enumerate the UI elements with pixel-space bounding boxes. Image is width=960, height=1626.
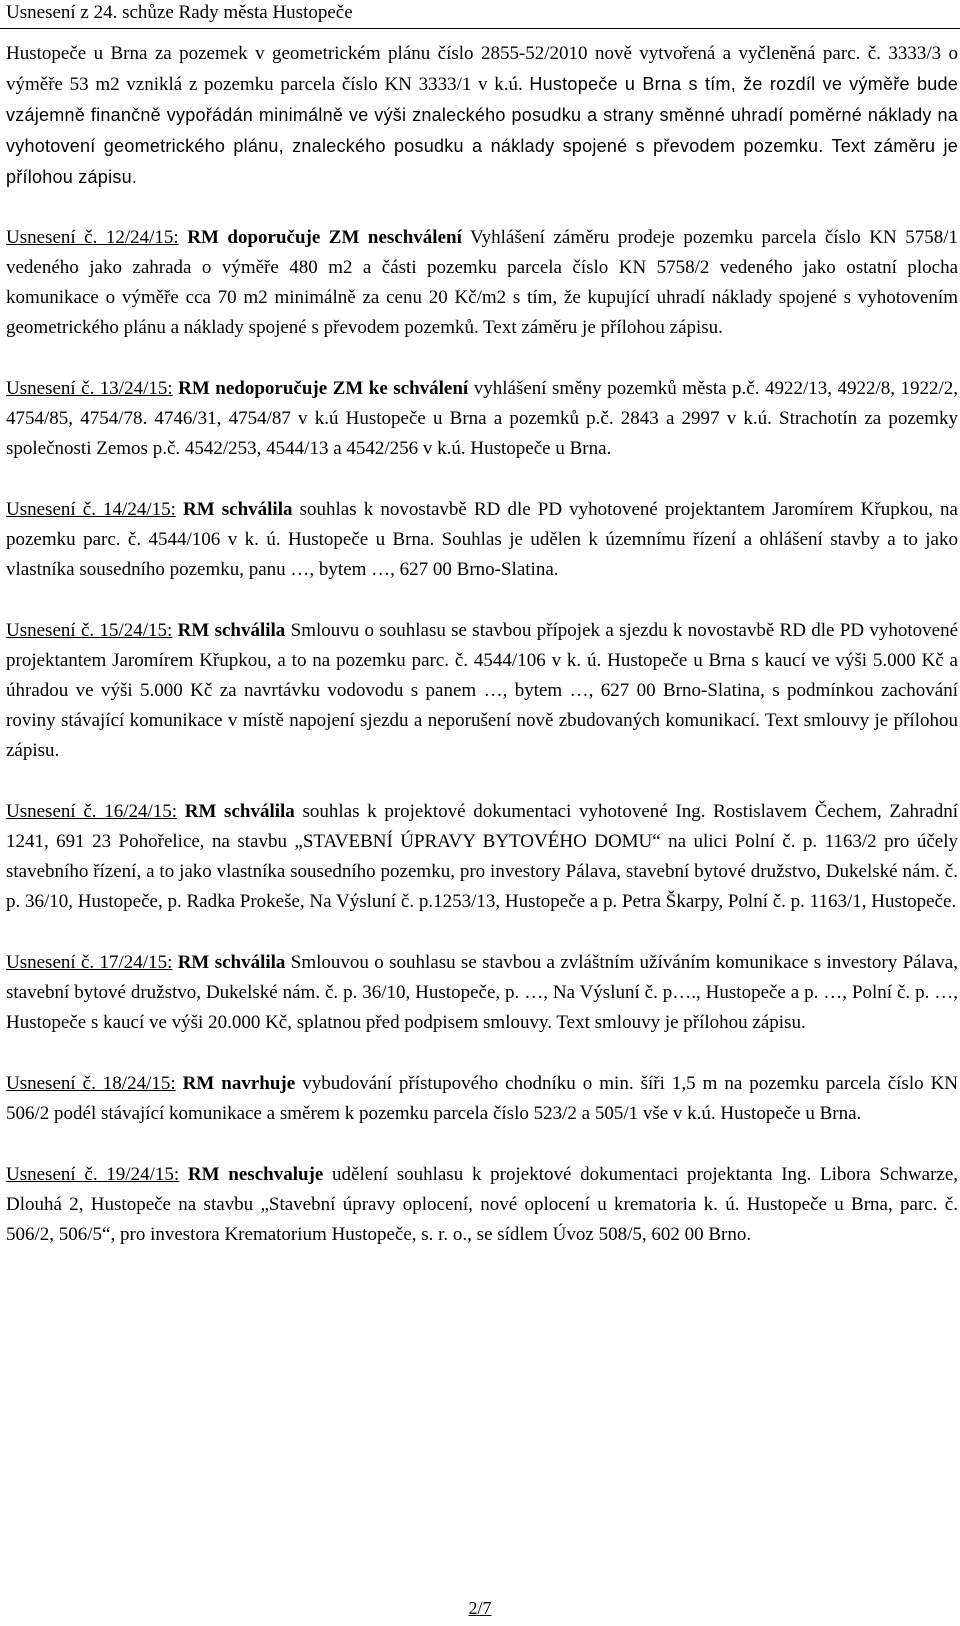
resolution-text: Smlouvu o souhlasu se stavbou přípojek a sjezdu k novostavbě RD dle PD vyhotovené projektantem Jaromírem Křupkou, a to na pozemku parc. č. 4544/106 v k. ú. Hustopeče u Brna s kaucí ve výši 5.000 Kč a úhradou ve výši 5.000 Kč za navrtávku vodovodu s panem …, bytem …, 627 00 Brno-Slatina, s podmínkou zachování roviny stávající komunikace v místě napojení sjezdu a neporušení nově zbudovaných komunikací. Text smlouvy je přílohou zápisu.	[6, 620, 959, 761]
intro-text-sans: Hustopeče u Brna s tím, že rozdíl ve výměře bude vzájemně finančně vypořádán minimálně ve výši znaleckého posudku a strany směnné uhradí poměrné náklady na vyhotovení geometrického plánu, znaleckého posudku a náklady spojené s převodem pozemku. Text záměru je přílohou zápisu.	[6, 74, 959, 187]
resolution-label: Usnesení č. 13/24/15:	[6, 378, 173, 399]
document-header: Usnesení z 24. schůze Rady města Hustopeče	[6, 2, 353, 23]
resolution-label: Usnesení č. 15/24/15:	[6, 620, 173, 641]
intro-paragraph	[6, 39, 958, 193]
resolution-text: Smlouvou o souhlasu se stavbou a zvláštním užíváním komunikace s investory Pálava, stavební bytové družstvo, Dukelské nám. č. p. 36/10, Hustopeče, p. …, Na Výsluní č. p…., Hustopeče a p. …, Polní č. p. …, Hustopeče s kaucí ve výši 20.000 Kč, splatnou před podpisem smlouvy. Text smlouvy je přílohou zápisu.	[6, 952, 958, 1033]
resolution-text: vybudování přístupového chodníku o min. šíři 1,5 m na pozemku parcela číslo KN 506/2 podél stávající komunikace a směrem k pozemku parcela číslo 523/2 a 505/1 vše v k.ú. Hustopeče u Brna.	[6, 1073, 959, 1124]
resolution-label: Usnesení č. 16/24/15:	[6, 801, 178, 822]
resolution-label: Usnesení č. 12/24/15:	[6, 227, 179, 248]
resolution-label: Usnesení č. 18/24/15:	[6, 1073, 176, 1094]
resolution-text: souhlas k projektové dokumentaci vyhotovené Ing. Rostislavem Čechem, Zahradní 1241, 691 23 Pohořelice, na stavbu „STAVEBNÍ ÚPRAVY BYTOVÉHO DOMU“ na ulici Polní č. p. 1163/2 pro účely stavebního řízení, a to jako vlastníka sousedního pozemku, pro investory Pálava, stavební bytové družstvo, Dukelské nám. č. p. 36/10, Hustopeče, p. Radka Prokeše, Na Výsluní č. p.1253/13, Hustopeče a p. Petra Škarpy, Polní č. p. 1163/1, Hustopeče.	[6, 801, 959, 912]
resolution-14	[6, 495, 958, 585]
resolution-action: RM schválila	[177, 952, 286, 973]
resolution-label: Usnesení č. 14/24/15:	[6, 499, 176, 520]
resolution-action: RM neschvaluje	[187, 1164, 324, 1185]
document-body	[6, 39, 958, 1281]
resolution-label: Usnesení č. 19/24/15:	[6, 1164, 180, 1185]
resolution-text: vyhlášení směny pozemků města p.č. 4922/13, 4922/8, 1922/2, 4754/85, 4754/78. 4746/31, 4754/87 v k.ú Hustopeče u Brna a pozemků p.č. 2843 a 2997 v k.ú. Strachotín za pozemky společnosti Zemos p.č. 4542/253, 4544/13 a 4542/256 v k.ú. Hustopeče u Brna.	[6, 378, 959, 459]
resolution-15	[6, 616, 958, 766]
resolution-text: udělení souhlasu k projektové dokumentaci projektanta Ing. Libora Schwarze, Dlouhá 2, Hustopeče na stavbu „Stavební úpravy oplocení, nové oplocení u krematoria k. ú. Hustopeče u Brna, parc. č. 506/2, 506/5“, pro investora Krematorium Hustopeče, s. r. o., se sídlem Úvoz 508/5, 602 00 Brno.	[6, 1164, 959, 1245]
resolution-action: RM schválila	[183, 499, 293, 520]
resolution-action: RM nedoporučuje ZM ke schválení	[178, 378, 469, 399]
resolution-action: RM schválila	[177, 620, 286, 641]
resolution-18	[6, 1069, 958, 1129]
resolution-text: souhlas k novostavbě RD dle PD vyhotovené projektantem Jaromírem Křupkou, na pozemku parc. č. 4544/106 v k. ú. Hustopeče u Brna. Souhlas je udělen k územnímu řízení a ohlášení stavby a to jako vlastníka sousedního pozemku, panu …, bytem …, 627 00 Brno-Slatina.	[6, 499, 958, 580]
resolution-19	[6, 1160, 958, 1250]
resolution-12	[6, 223, 958, 343]
resolution-label: Usnesení č. 17/24/15:	[6, 952, 173, 973]
resolution-17	[6, 948, 958, 1038]
page-number: 2/7	[468, 1598, 492, 1618]
resolution-action: RM navrhuje	[182, 1073, 296, 1094]
intro-text-serif: Hustopeče u Brna za pozemek v geometrickém plánu číslo 2855-52/2010 nově vytvořená a vyčleněná parc. č. 3333/3 o výměře 53 m2 vzniklá z pozemku parcela číslo KN 3333/1 v k.ú.	[6, 43, 958, 95]
resolution-16	[6, 797, 958, 917]
resolution-action: RM schválila	[184, 801, 295, 822]
resolution-action: RM doporučuje ZM neschválení	[187, 227, 462, 248]
resolution-text: Vyhlášení záměru prodeje pozemku parcela číslo KN 5758/1 vedeného jako zahrada o výměře 480 m2 a části pozemku parcela číslo KN 5758/2 vedeného jako ostatní plocha komunikace o výměře cca 70 m2 minimálně za cenu 20 Kč/m2 s tím, že kupující uhradí náklady spojené s vyhotovením geometrického plánu a náklady spojené s převodem pozemků. Text záměru je přílohou zápisu.	[6, 227, 958, 338]
header-divider	[0, 28, 960, 29]
resolution-13	[6, 374, 958, 464]
